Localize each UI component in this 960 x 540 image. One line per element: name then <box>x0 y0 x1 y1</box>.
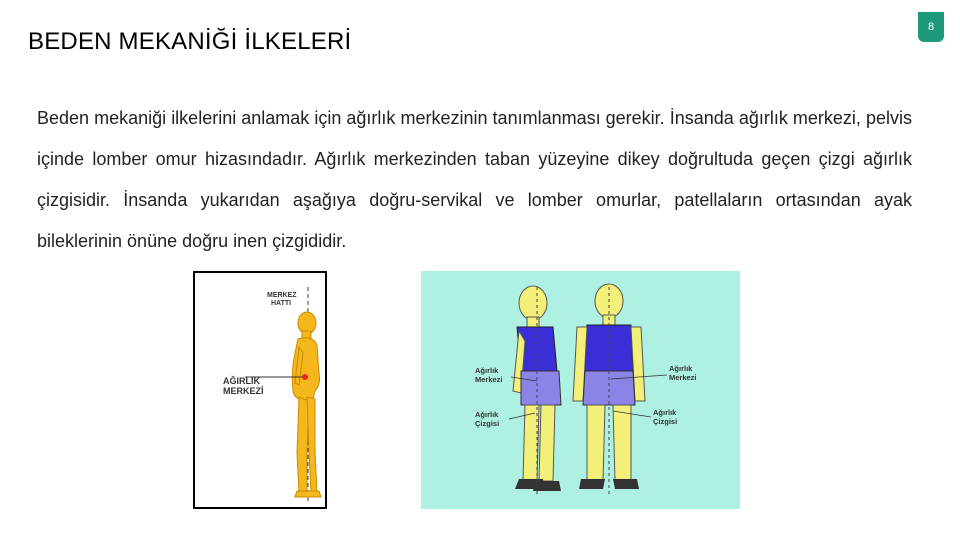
figure-center-of-gravity <box>193 271 327 509</box>
label-right-cizgisi: Çizgisi <box>653 417 678 426</box>
figure-left-illustration <box>195 273 325 507</box>
label-left-merkezi: Merkezi <box>475 375 503 384</box>
label-right-agirlik-2: Ağırlık <box>653 408 677 417</box>
body-paragraph: Beden mekaniği ilkelerini anlamak için ağırlık merkezinin tanımlanması gerekir. İnsanda ağırlık merkezi, pelvis içinde lomber omur hizasındadır. Ağırlık merkezinden taban yüzeyine dikey doğrultuda geçen çizgi ağırlık çizgisidir. İnsanda yukarıdan aşağıya doğru-servikal ve lomber omurlar, patellaların ortasından ayak bileklerinin önüne doğru inen çizgididir. <box>37 108 912 251</box>
person-front-view <box>573 284 645 495</box>
person-silhouette <box>292 312 321 497</box>
person-side-view <box>513 286 561 495</box>
slide-title: BEDEN MEKANİĞİ İLKELERİ <box>28 28 352 55</box>
label-left-cizgisi: Çizgisi <box>475 419 500 428</box>
label-left-agirlik-1: Ağırlık <box>475 366 499 375</box>
label-agirlik: AĞIRLIK <box>223 376 260 386</box>
label-hatti: HATTI <box>271 300 292 307</box>
label-right-agirlik-1: Ağırlık <box>669 364 693 373</box>
label-merkezi: MERKEZİ <box>223 386 264 396</box>
page-number-badge: 8 <box>918 12 944 42</box>
label-left-agirlik-2: Ağırlık <box>475 410 499 419</box>
label-right-merkezi: Merkezi <box>669 373 697 382</box>
figure-gravity-line <box>421 271 740 509</box>
center-dot <box>302 374 308 380</box>
label-merkez: MERKEZ <box>267 292 297 299</box>
figure-right-illustration <box>421 271 740 509</box>
